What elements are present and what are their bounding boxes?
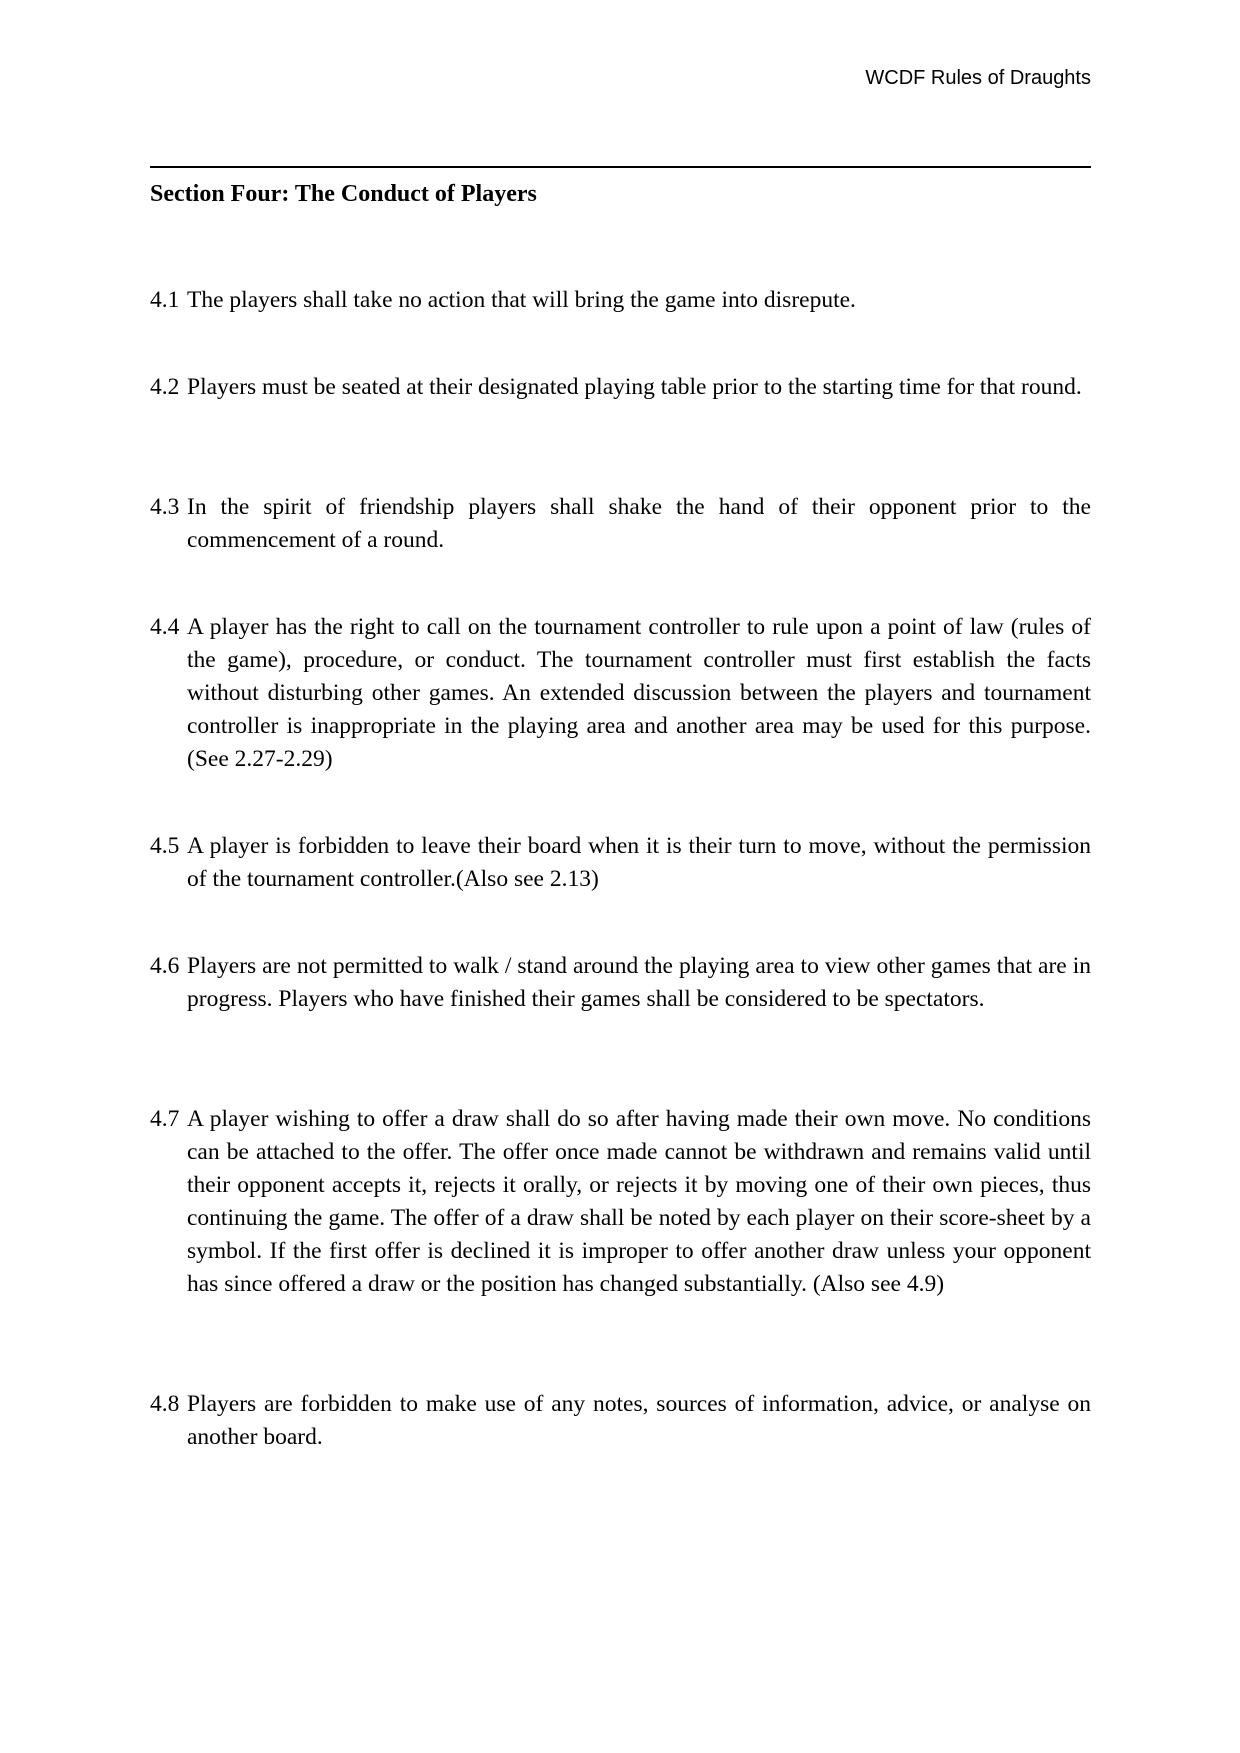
rule-number: 4.3 [150, 494, 180, 520]
rule-number: 4.8 [150, 1391, 180, 1417]
rule-text: In the spirit of friendship players shall shake the hand of their opponent prior to the commencement of a round. [187, 494, 1091, 553]
rule-text: The players shall take no action that will bring the game into disrepute. [187, 287, 856, 313]
rule-4-6 [150, 950, 1091, 1016]
rule-text: A player wishing to offer a draw shall do so after having made their own move. No conditions can be attached to the offer. The offer once made cannot be withdrawn and remains valid until their opponent accepts it, rejects it orally, or rejects it by moving one of their own pieces, thus continuing the game. The offer of a draw shall be noted by each player on their score-sheet by a symbol. If the first offer is declined it is improper to offer another draw unless your opponent has since offered a draw or the position has changed substantially. (Also see 4.9) [187, 1106, 1091, 1297]
rule-number: 4.2 [150, 374, 180, 400]
rule-number: 4.1 [150, 287, 180, 313]
rule-number: 4.5 [150, 833, 180, 859]
rule-number: 4.6 [150, 953, 180, 979]
header-divider [150, 166, 1091, 168]
rule-4-7 [150, 1103, 1091, 1301]
rule-text: A player has the right to call on the tournament controller to rule upon a point of law (rules of the game), procedure, or conduct. The tournament controller must first establish the facts without disturbing other games. An extended discussion between the players and tournament controller is inappropriate in the playing area and another area may be used for this purpose. (See 2.27-2.29) [187, 614, 1091, 772]
running-header: WCDF Rules of Draughts [865, 67, 1091, 89]
rule-text: Players must be seated at their designated playing table prior to the starting time for that round. [187, 374, 1082, 400]
rule-number: 4.7 [150, 1106, 180, 1132]
rule-text: Players are forbidden to make use of any notes, sources of information, advice, or analyse on another board. [187, 1391, 1091, 1450]
rule-text: A player is forbidden to leave their board when it is their turn to move, without the permission of the tournament controller.(Also see 2.13) [187, 833, 1091, 892]
rule-4-5 [150, 830, 1091, 896]
rule-4-1 [150, 284, 1091, 317]
rule-4-2 [150, 371, 1091, 404]
rule-4-4 [150, 611, 1091, 776]
rule-text: Players are not permitted to walk / stand around the playing area to view other games that are in progress. Players who have finished their games shall be considered to be spectators. [187, 953, 1091, 1012]
rule-number: 4.4 [150, 614, 180, 640]
section-title: Section Four: The Conduct of Players [150, 181, 537, 207]
rule-4-8 [150, 1388, 1091, 1454]
rule-4-3 [150, 491, 1091, 557]
